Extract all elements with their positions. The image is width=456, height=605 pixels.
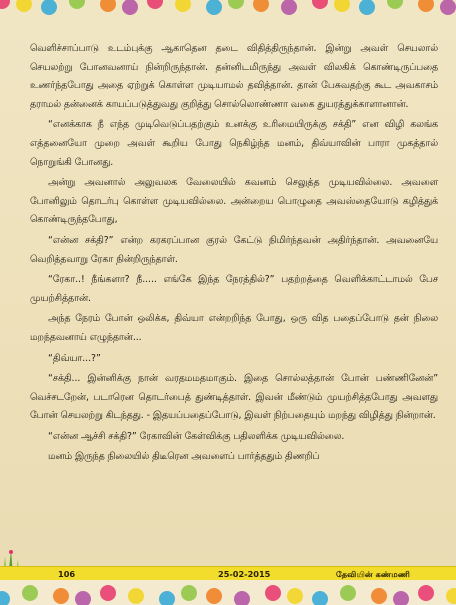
decorative-dot bbox=[206, 0, 222, 15]
decorative-dot bbox=[181, 585, 197, 601]
top-decorative-band bbox=[0, 0, 456, 16]
decorative-dot bbox=[0, 0, 10, 9]
decorative-dot bbox=[446, 588, 456, 604]
decorative-dot bbox=[393, 591, 409, 605]
decorative-dot bbox=[340, 585, 356, 601]
decorative-dot bbox=[359, 0, 375, 15]
decorative-dot bbox=[418, 585, 434, 601]
decorative-dot bbox=[69, 0, 85, 9]
paragraph: “என்ன சக்தி?” என்ற கரகரப்பான குரல் கேட்டு நிமிர்ந்தவன் அதிர்ந்தான். அவனையே வெறித்தவாறு ரேகா நின்றிருந்தாள். bbox=[30, 234, 438, 265]
decorative-dot bbox=[100, 0, 116, 12]
decorative-dot bbox=[281, 0, 297, 15]
magazine-name: தேவியின் கண்மணி bbox=[336, 569, 411, 579]
decorative-dot bbox=[75, 591, 91, 605]
decorative-dot bbox=[122, 0, 138, 15]
decorative-dot bbox=[228, 0, 244, 9]
paragraph: அன்று அவனால் அலுவலக வேலையில் கவனம் செலுத்த முடியவில்லை. அவளை போனிலும் தொடர்பு கொள்ள முடியவில்லை. அன்றைய பொழுதை அவஸ்தையோடு கழித்துக் கொண்டிருந்தபோது, bbox=[30, 177, 438, 226]
bottom-decorative-band bbox=[0, 580, 456, 605]
decorative-dot bbox=[147, 0, 163, 9]
decorative-dot bbox=[265, 585, 281, 601]
page-number: 106 bbox=[58, 569, 76, 579]
decorative-dot bbox=[312, 591, 328, 605]
decorative-dot bbox=[234, 591, 250, 605]
paragraph: “திவ்யா...?” bbox=[48, 352, 101, 364]
paragraph: “ரேகா..! நீங்களா? நீ..... எங்கே இந்த நேரத்தில்?” பதற்றத்தை வெளிக்காட்டாமல் பேச முயற்சித்தான். bbox=[30, 274, 438, 304]
decorative-dot bbox=[100, 585, 116, 601]
paragraph: அந்த நேரம் போன் ஒலிக்க, திவ்யா என்றறிந்த போது, ஒரு வித பதைப்போடு தன் நிலை மறந்தவனாய் எழுந்தான்... bbox=[30, 313, 438, 343]
decorative-dot bbox=[206, 588, 222, 604]
decorative-dot bbox=[53, 588, 69, 604]
decorative-dot bbox=[22, 585, 38, 601]
decorative-dot bbox=[287, 588, 303, 604]
decorative-dot bbox=[41, 0, 57, 15]
decorative-dot bbox=[175, 0, 191, 12]
decorative-dot bbox=[312, 0, 328, 9]
paragraph: “என்ன ஆச்சி சக்தி?” ரேகாவின் கேள்விக்கு பதிலளிக்க முடியவில்லை. bbox=[48, 430, 345, 442]
decorative-dot bbox=[418, 0, 434, 12]
decorative-dot bbox=[128, 588, 144, 604]
article-body bbox=[30, 40, 438, 469]
issue-date: 25-02-2015 bbox=[218, 569, 271, 579]
paragraph: மனம் இருந்த நிலையில் திடீரென அவளைப் பார்த்ததும் திணறிப் bbox=[48, 451, 320, 463]
paragraph: வெளிச்சாப்பாடு உடம்புக்கு ஆகாதென தடை விதித்திருந்தான். இன்று அவள் செயலால் செயலற்று போனவனாய் நின்றிருந்தான். தன்னிடமிருந்து அவள் விலகிக் கொண்டிருப்பதை உணர்ந்தபோது அதை ஏற்றுக் கொள்ள முடியாமல் தவித்தான். தான் பேசுவதற்கு கூட அவகாசம் தராமல் தன்னைக் காயப்படுத்துவது குறித்து சொல்லொண்ணா வகை துயரத்துக்காளானான். bbox=[30, 43, 438, 110]
decorative-dot bbox=[371, 588, 387, 604]
decorative-dot bbox=[334, 0, 350, 12]
decorative-dot bbox=[159, 591, 175, 605]
decorative-dot bbox=[0, 591, 10, 605]
decorative-dot bbox=[16, 0, 32, 12]
decorative-dot bbox=[440, 0, 456, 15]
decorative-dot bbox=[387, 0, 403, 9]
decorative-dot bbox=[253, 0, 269, 12]
paragraph: “எனக்காக நீ எந்த முடிவெடுப்பதற்கும் உனக்கு உரிமையிருக்கு சக்தி” என விழி கலங்க எத்தனையோ முறை அவள் கூறிய போது நெகிழ்ந்த மனம், திவ்யாவின் பாரா முகத்தால் நொறுங்கி போனது. bbox=[30, 119, 438, 168]
paragraph: “சக்தி... இன்னிக்கு நான் வரதமமதமாகும். இதை சொல்லத்தான் போன் பண்ணினேன்” வெச்சடறேன், படாரென தொடர்பைத் துண்டித்தாள். இவன் மீண்டும் முயற்சித்தபோது அவளது போன் செயலற்று கிடந்தது. - இதயப்பதைப்போடு, இவள் நிற்பதையும் மறந்து விழித்து நின்றான். bbox=[30, 373, 438, 422]
